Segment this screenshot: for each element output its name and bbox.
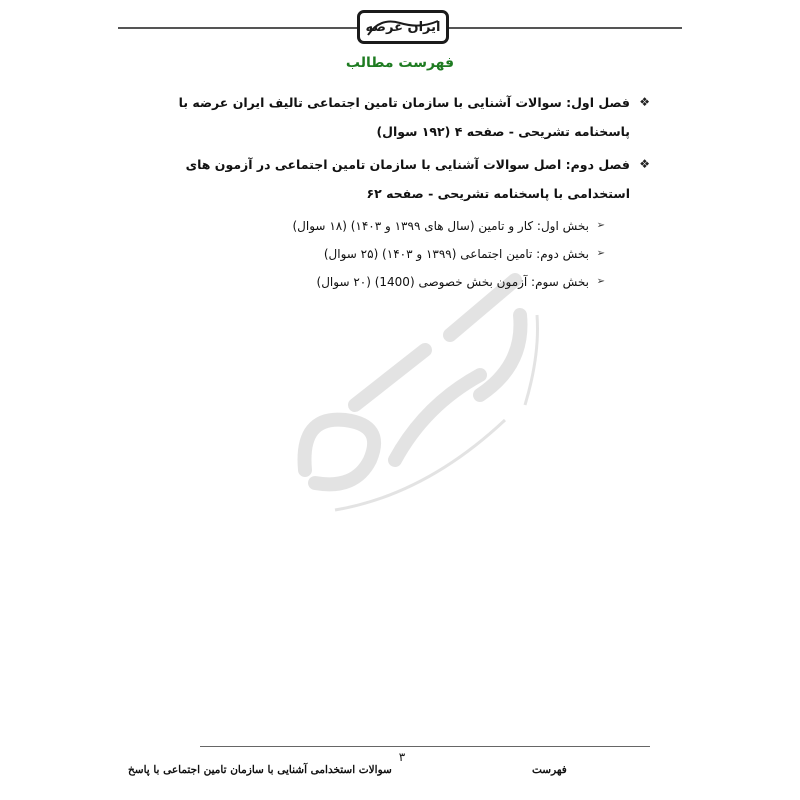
footer-book-title: سوالات استخدامی آشنایی با سازمان تامین اجتماعی با پاسخ bbox=[128, 764, 392, 776]
diamond-bullet-icon: ❖ bbox=[639, 157, 650, 171]
watermark-logo-icon bbox=[275, 255, 555, 530]
arrow-bullet-icon: ➢ bbox=[596, 220, 605, 231]
toc-section-3 bbox=[130, 268, 605, 296]
chapter-text: فصل اول: سوالات آشنایی با سازمان تامین اجتماعی تالیف ایران عرضه با پاسخنامه تشریحی - صفحه ۴ (۱۹۲ سوال) bbox=[178, 95, 630, 139]
toc-chapter-1 bbox=[130, 88, 650, 146]
toc-list bbox=[130, 88, 650, 296]
section-text: بخش دوم: تامین اجتماعی (۱۳۹۹ و ۱۴۰۳) (۲۵ سوال) bbox=[323, 247, 589, 261]
toc-sections bbox=[130, 212, 650, 296]
page-number: ۳ bbox=[398, 750, 406, 764]
arrow-bullet-icon: ➢ bbox=[596, 276, 605, 287]
toc-chapter-2 bbox=[130, 150, 650, 208]
page-title: فهرست مطالب bbox=[345, 55, 455, 71]
chapter-text: فصل دوم: اصل سوالات آشنایی با سازمان تامین اجتماعی در آزمون های استخدامی با پاسخنامه تشریحی - صفحه ۶۲ bbox=[185, 157, 630, 201]
brand-logo bbox=[357, 10, 449, 44]
logo-text: ایران عرضه bbox=[365, 19, 441, 35]
section-text: بخش اول: کار و تامین (سال های ۱۳۹۹ و ۱۴۰۳) (۱۸ سوال) bbox=[292, 219, 589, 233]
toc-section-2 bbox=[130, 240, 605, 268]
toc-section-1 bbox=[130, 212, 605, 240]
arrow-bullet-icon: ➢ bbox=[596, 248, 605, 259]
section-text: بخش سوم: آزمون بخش خصوصی (1400) (۲۰ سوال) bbox=[316, 275, 589, 289]
footer-rule bbox=[200, 746, 650, 747]
footer-section-name: فهرست bbox=[532, 764, 567, 776]
diamond-bullet-icon: ❖ bbox=[639, 95, 650, 109]
